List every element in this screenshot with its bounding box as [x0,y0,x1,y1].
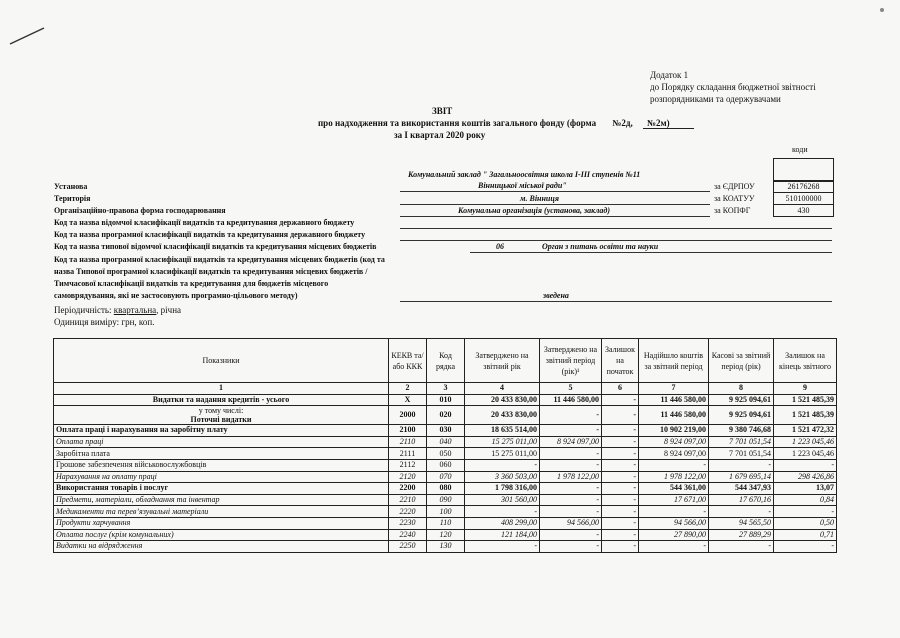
table-row [54,436,837,448]
cell-row-code: 060 [427,459,465,471]
cell-balance-start: - [602,459,639,471]
appendix-line-1: Додаток 1 [650,70,689,80]
table-row [54,394,837,406]
cell-approved-year: 15 275 011,00 [465,436,540,448]
col-number: 2 [389,383,427,395]
table-row [54,406,837,425]
periodicity-value: квартальна [113,305,157,315]
cell-received: 8 924 097,00 [639,436,709,448]
kopfg-label: за КОПФГ [714,206,751,215]
institution-label: Установа [54,182,88,191]
cell-approved-year: 408 299,00 [465,517,540,529]
table-row [54,483,837,495]
table-row [54,494,837,506]
program-class-underline [400,240,832,241]
local-program-line-4: самоврядування, які не застосовують програмно-цільового методу) [54,291,298,300]
cell-kekv: 2111 [389,448,427,460]
cell-balance-start: - [602,425,639,437]
cell-cash: 1 679 695,14 [709,471,774,483]
cell-row-code: 020 [427,406,465,425]
row-indicator-name: Грошове забезпечення військовослужбовців [54,459,389,471]
cell-cash: 9 925 094,61 [709,394,774,406]
cell-kekv: 2120 [389,471,427,483]
cell-received: 8 924 097,00 [639,448,709,460]
cell-cash: 94 565,50 [709,517,774,529]
cell-cash: 9 925 094,61 [709,406,774,425]
cell-kekv: 2250 [389,541,427,553]
cell-kekv: 2112 [389,459,427,471]
edrpou-label: за ЄДРПОУ [714,182,755,191]
cell-row-code: 120 [427,529,465,541]
cell-balance-start: - [602,541,639,553]
cell-approved-year: 1 798 316,00 [465,483,540,495]
cell-approved-year: - [465,506,540,518]
cell-cash: - [709,459,774,471]
cell-approved-period: - [540,541,602,553]
edrpou-code: 26176268 [773,180,834,193]
codes-box-top [773,158,834,182]
cell-received: 544 361,00 [639,483,709,495]
cell-balance-start: - [602,394,639,406]
col-number: 1 [54,383,389,395]
cell-balance-start: - [602,483,639,495]
col-header-indicators: Показники [54,339,389,383]
table-row [54,459,837,471]
cell-balance-start: - [602,506,639,518]
expenditure-table [53,338,837,553]
cell-approved-year: 3 360 503,00 [465,471,540,483]
cell-approved-period: - [540,506,602,518]
local-program-value: зведена [543,291,569,300]
cell-cash: 7 701 051,54 [709,436,774,448]
row-indicator-name: Заробітна плата [54,448,389,460]
cell-row-code: 090 [427,494,465,506]
cell-kekv: 2230 [389,517,427,529]
cell-received: - [639,541,709,553]
row-indicator-name: Оплата праці і нарахування на заробітну плату [54,425,389,437]
typical-class-label: Код та назва типової відомчої класифікації видатків та кредитування місцевих бюджетів [54,242,377,251]
cell-kekv: 2000 [389,406,427,425]
cell-approved-year: - [465,459,540,471]
cell-row-code: 010 [427,394,465,406]
cell-received: - [639,506,709,518]
cell-received: 10 902 219,00 [639,425,709,437]
cell-balance-end: - [774,506,837,518]
table-row [54,517,837,529]
cell-received: 1 978 122,00 [639,471,709,483]
cell-kekv: 2100 [389,425,427,437]
cell-kekv: X [389,394,427,406]
cell-cash: - [709,541,774,553]
institution-value-line-1: Комунальний заклад " Загальноосвітня школа I-III ступенів №11 [408,170,641,179]
cell-approved-period: 8 924 097,00 [540,436,602,448]
col-number: 8 [709,383,774,395]
cell-cash: 17 670,16 [709,494,774,506]
cell-balance-start: - [602,406,639,425]
table-body [54,394,837,552]
cell-received: 27 890,00 [639,529,709,541]
cell-balance-end: 0,84 [774,494,837,506]
cell-cash: 544 347,93 [709,483,774,495]
table-header-row [54,339,837,383]
report-subtitle-text: про надходження та використання коштів загального фонду (форма [318,118,597,128]
col-number: 5 [540,383,602,395]
report-subtitle [318,118,694,128]
cell-balance-start: - [602,517,639,529]
table-row [54,471,837,483]
col-header-approved-year: Затверджено на звітний рік [465,339,540,383]
col-header-approved-period: Затверджено на звітний період (рік)¹ [540,339,602,383]
cell-balance-end: 1 521 485,39 [774,406,837,425]
row-indicator-name: Медикаменти та перев’язувальні матеріали [54,506,389,518]
cell-approved-year: 20 433 830,00 [465,394,540,406]
row-indicator-name: Використання товарів і послуг [54,483,389,495]
cell-row-code: 100 [427,506,465,518]
dept-class-underline [400,228,832,229]
territory-underline [400,204,710,205]
cell-approved-year: 20 433 830,00 [465,406,540,425]
typical-class-code: 06 [496,242,504,251]
koatuu-label: за КОАТУУ [714,194,755,203]
periodicity-rest: , річна [156,305,182,315]
cell-approved-year: 301 560,00 [465,494,540,506]
row-indicator-name: Видатки на відрядження [54,541,389,553]
cell-balance-start: - [602,471,639,483]
corner-dot [880,8,884,12]
report-title: ЗВІТ [432,106,453,116]
cell-balance-end: 0,71 [774,529,837,541]
codes-header: коди [792,145,808,154]
cell-approved-period: 11 446 580,00 [540,394,602,406]
cell-approved-period: - [540,425,602,437]
cell-balance-end: - [774,541,837,553]
table-row [54,448,837,460]
org-form-value: Комунальна організація (установа, заклад) [458,206,611,215]
cell-cash: - [709,506,774,518]
org-form-underline [400,216,710,217]
cell-received: 11 446 580,00 [639,406,709,425]
col-number: 3 [427,383,465,395]
territory-label: Територія [54,194,91,203]
cell-row-code: 030 [427,425,465,437]
row-indicator-name: Видатки та надання кредитів - усього [54,394,389,406]
cell-cash: 7 701 051,54 [709,448,774,460]
cell-approved-period: - [540,483,602,495]
table-row [54,529,837,541]
row-indicator-name [54,406,389,425]
cell-received: 94 566,00 [639,517,709,529]
cell-balance-end: 298 426,86 [774,471,837,483]
program-class-label: Код та назва програмної класифікації видатків та кредитування державного бюджету [54,230,366,239]
periodicity-label: Періодичність: [54,305,114,315]
form-code-2: №2м) [643,118,694,129]
cell-row-code: 050 [427,448,465,460]
cell-received: 11 446 580,00 [639,394,709,406]
col-number: 7 [639,383,709,395]
report-period: за I квартал 2020 року [394,130,486,140]
appendix-line-2: до Порядку складання бюджетної звітності [650,82,816,92]
table-row [54,506,837,518]
cell-balance-end: 1 521 485,39 [774,394,837,406]
col-header-row-code: Код рядка [427,339,465,383]
local-program-line-2: назва Типової програмної класифікації видатків та кредитування місцевих бюджетів / [54,267,368,276]
cell-row-code: 110 [427,517,465,529]
cell-approved-period: - [540,529,602,541]
col-number: 9 [774,383,837,395]
cell-received: - [639,459,709,471]
cell-row-code: 040 [427,436,465,448]
cell-approved-period: - [540,448,602,460]
cell-balance-start: - [602,494,639,506]
column-number-row [54,383,837,395]
cell-row-code: 080 [427,483,465,495]
cell-balance-end: 1 521 472,32 [774,425,837,437]
kopfg-code: 430 [773,204,834,217]
cell-approved-period: 1 978 122,00 [540,471,602,483]
row-indicator-name-text: Поточні видатки [190,415,252,425]
dept-class-label: Код та назва відомчої класифікації видатків та кредитування державного бюджету [54,218,355,227]
cell-balance-end: 13,07 [774,483,837,495]
cell-received: 17 671,00 [639,494,709,506]
cell-kekv: 2240 [389,529,427,541]
col-header-balance-end: Залишок на кінець звітного [774,339,837,383]
cell-approved-year: 121 184,00 [465,529,540,541]
org-form-label: Організаційно-правова форма господарювання [54,206,226,215]
cell-approved-year: 18 635 514,00 [465,425,540,437]
cell-balance-start: - [602,448,639,460]
cell-balance-end: 1 223 045,46 [774,436,837,448]
cell-balance-end: - [774,459,837,471]
institution-underline [400,191,710,192]
cell-approved-period: - [540,406,602,425]
cell-approved-year: 15 275 011,00 [465,448,540,460]
cell-kekv: 2210 [389,494,427,506]
cell-approved-period: 94 566,00 [540,517,602,529]
cell-kekv: 2110 [389,436,427,448]
local-program-line-3: Тимчасової класифікації видатків та кредитування для бюджетів місцевого [54,279,329,288]
territory-value: м. Вінниця [520,194,559,203]
local-program-underline [400,301,832,302]
typical-class-underline [470,252,832,253]
typical-class-value: Орган з питань освіти та науки [542,242,659,251]
col-header-balance-start: Залишок на початок [602,339,639,383]
row-indicator-name: Оплата праці [54,436,389,448]
col-header-received: Надійшло коштів за звітний період [639,339,709,383]
pen-mark [8,24,48,46]
form-code-1: №2д, [612,118,633,128]
cell-approved-period: - [540,494,602,506]
cell-cash: 9 380 746,68 [709,425,774,437]
cell-balance-end: 1 223 045,46 [774,448,837,460]
col-header-kekv: КЕКВ та/або ККК [389,339,427,383]
institution-value-line-2: Вінницької міської ради" [478,181,567,190]
cell-row-code: 070 [427,471,465,483]
cell-approved-period: - [540,459,602,471]
cell-cash: 27 889,29 [709,529,774,541]
cell-balance-end: 0,50 [774,517,837,529]
periodicity [54,305,181,315]
row-indicator-name: Нарахування на оплату праці [54,471,389,483]
table-row [54,541,837,553]
row-indicator-name: Оплата послуг (крім комунальних) [54,529,389,541]
cell-balance-start: - [602,529,639,541]
local-program-line-1: Код та назва програмної класифікації видатків та кредитування місцевих бюджетів (код та [54,255,385,264]
cell-balance-start: - [602,436,639,448]
cell-row-code: 130 [427,541,465,553]
row-indicator-subheading: у тому числі: [198,406,244,416]
row-indicator-name: Предмети, матеріали, обладнання та інвентар [54,494,389,506]
col-number: 4 [465,383,540,395]
cell-kekv: 2200 [389,483,427,495]
cell-approved-year: - [465,541,540,553]
appendix-line-3: розпорядниками та одержувачами [650,94,781,104]
table-row [54,425,837,437]
koatuu-code: 510100000 [773,192,834,205]
row-indicator-name: Продукти харчування [54,517,389,529]
col-number: 6 [602,383,639,395]
cell-kekv: 2220 [389,506,427,518]
col-header-cash: Касові за звітний період (рік) [709,339,774,383]
unit-label: Одиниця виміру: грн, коп. [54,317,155,327]
